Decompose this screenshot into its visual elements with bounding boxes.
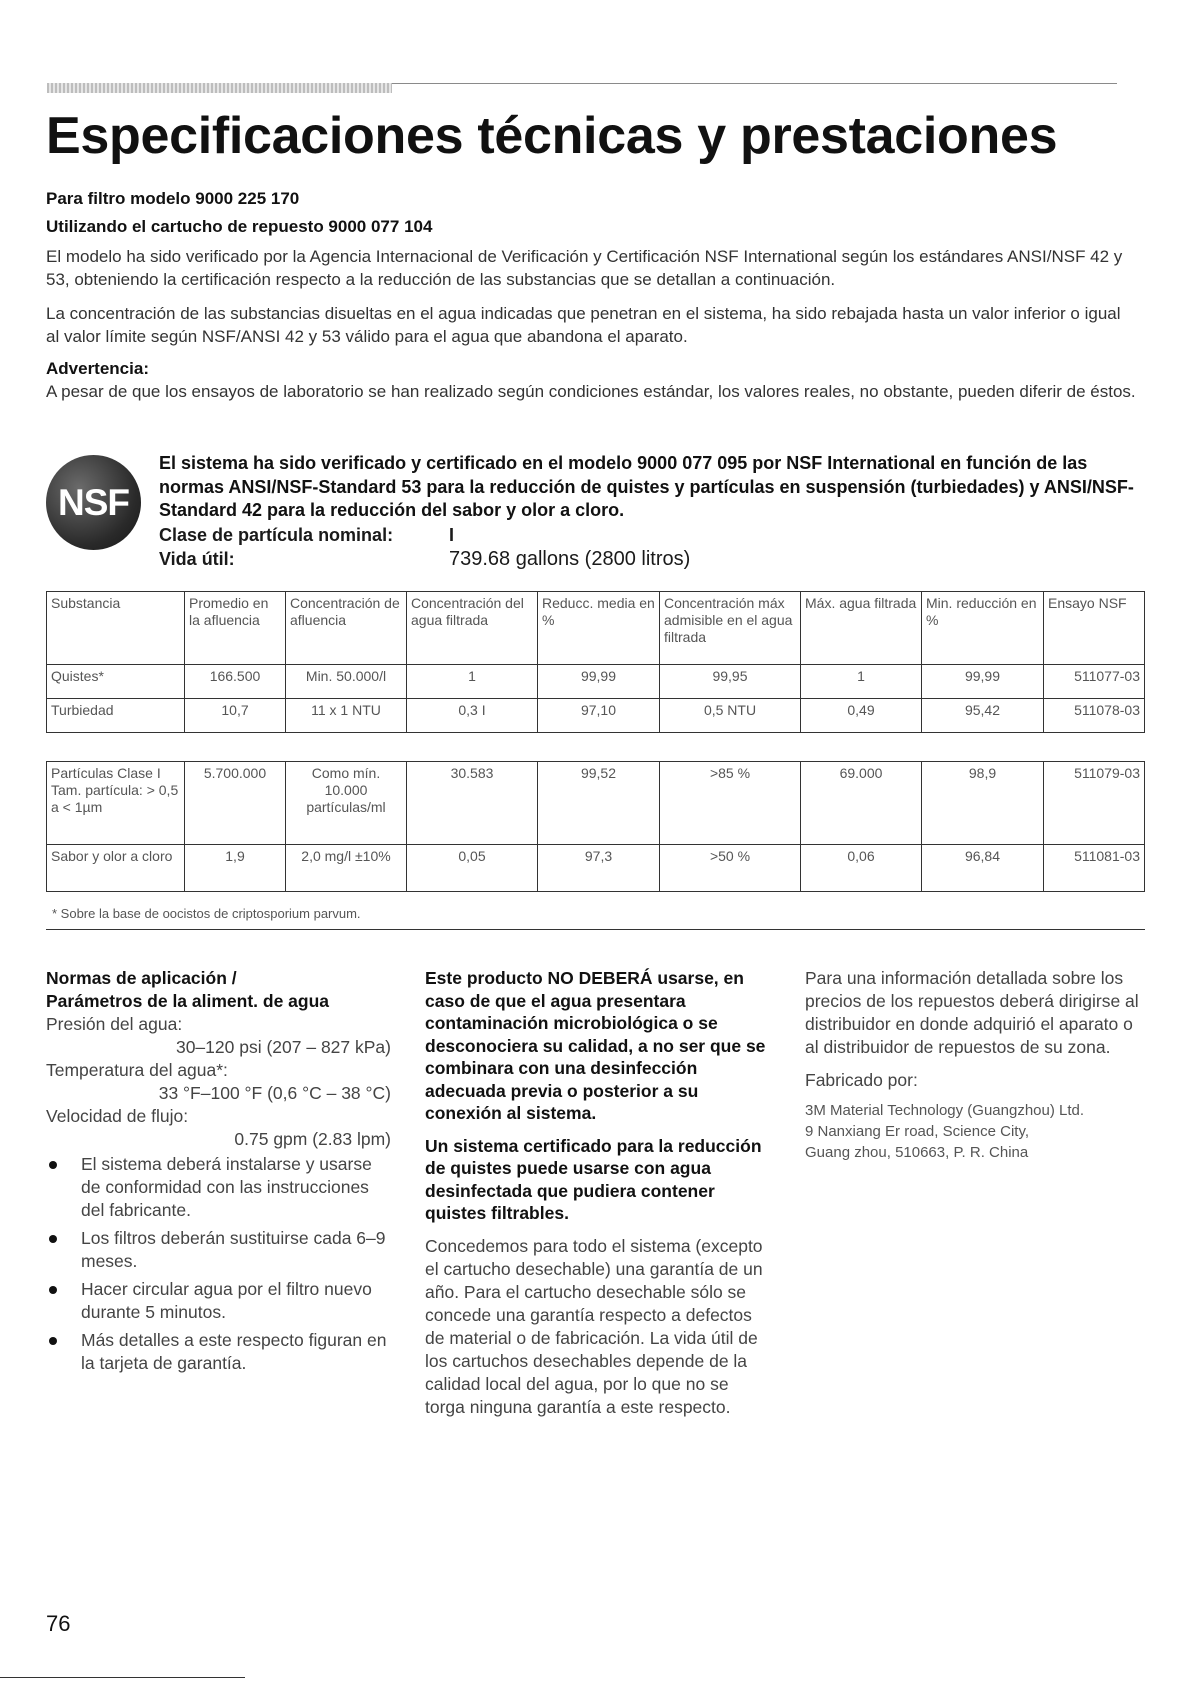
footer-rule [0, 1677, 245, 1678]
table-cell: >85 % [660, 762, 801, 845]
intro-paragraph: La concentración de las substancias disueltas en el agua indicadas que penetran en el sistema, ha sido rebajada hasta un valor inferior o igual al valor límite según NSF/ANSI 42 y 53 válido para el agua que abandona el aparato. [46, 304, 1121, 346]
page-title: Especificaciones técnicas y prestaciones [46, 107, 1058, 165]
particle-class-value: I [449, 524, 455, 545]
table-cell: Min. 50.000/l [286, 665, 407, 699]
table-cell: 1,9 [185, 845, 286, 892]
table-cell: 69.000 [801, 762, 922, 845]
table-header-cell: Substancia [47, 592, 185, 665]
flow-label: Velocidad de flujo: [46, 1106, 189, 1126]
table-cell: 1 [801, 665, 922, 699]
instructions-list [46, 1153, 391, 1375]
table-cell: 99,52 [538, 762, 660, 845]
table-cell: 511081-03 [1044, 845, 1145, 892]
column-heading: Normas de aplicación / [46, 968, 237, 988]
table-row [47, 762, 1145, 845]
list-item: Más detalles a este respecto figuran en la tarjeta de garantía. [46, 1329, 391, 1375]
table-header-cell: Concentración del agua filtrada [407, 592, 538, 665]
warning-title: Advertencia: [46, 359, 149, 378]
pressure-value: 30–120 psi (207 – 827 kPa) [175, 1037, 391, 1057]
table-cell: 511078-03 [1044, 699, 1145, 733]
page-number: 76 [46, 1611, 71, 1636]
intro-paragraph: El modelo ha sido verificado por la Agencia Internacional de Verificación y Certificación NSF International según los estándares ANSI/NSF 42 y 53, obteniendo la certificación respecto a la reducción de las substancias que se detallan a continuación. [46, 247, 1123, 289]
model-heading: Para filtro modelo 9000 225 170 [46, 189, 300, 208]
service-life-label: Vida útil: [159, 548, 235, 569]
list-item: Hacer circular agua por el filtro nuevo durante 5 minutos. [46, 1278, 391, 1324]
table-cell: 511077-03 [1044, 665, 1145, 699]
warranty-text: Concedemos para todo el sistema (excepto el cartucho desechable) una garantía de un año. Para el cartucho desechable sólo se concede una garantía respecto a defectos de material o de fabricación. La vida útil de los cartuchos desechables depende de la calidad local del agua, por lo que no se torga ninguna garantía a este respecto. [425, 1235, 763, 1417]
table-cell: 30.583 [407, 762, 538, 845]
spec-table-main [46, 591, 1145, 733]
table-cell: 99,99 [922, 665, 1044, 699]
cyst-reduction-note: Un sistema certificado para la reducción de quistes puede usarse con agua desinfectada que pudiera contener quistes filtrables. [425, 1135, 762, 1223]
cartridge-heading: Utilizando el cartucho de repuesto 9000 077 104 [46, 217, 433, 236]
table-cell: 0,49 [801, 699, 922, 733]
warning-text: A pesar de que los ensayos de laboratorio se han realizado según condiciones estándar, los valores reales, no obstante, pueden diferir de éstos. [46, 382, 1136, 401]
table-cell: 166.500 [185, 665, 286, 699]
address-line: 3M Material Technology (Guangzhou) Ltd. [805, 1102, 1085, 1119]
table-cell: Sabor y olor a cloro [47, 845, 185, 892]
spec-table-secondary [46, 761, 1145, 892]
table-cell: 11 x 1 NTU [286, 699, 407, 733]
table-row [47, 665, 1145, 699]
nsf-statement: El sistema ha sido verificado y certificado en el modelo 9000 077 095 por NSF International en función de las normas ANSI/NSF-Standard 53 para la reducción de quistes y partículas en suspensión (turbiedades) y ANSI/NSF-Standard 42 para la reducción del sabor y olor a cloro. [159, 453, 1134, 520]
nsf-certification-block [46, 452, 1146, 578]
table-cell: 97,10 [538, 699, 660, 733]
table-cell: Como mín. 10.000 partículas/ml [286, 762, 407, 845]
table-cell: 97,3 [538, 845, 660, 892]
manufacturer-column [805, 967, 1150, 1163]
usage-warning-column [425, 967, 770, 1419]
table-row [47, 699, 1145, 733]
table-cell: Turbiedad [47, 699, 185, 733]
spare-parts-info: Para una información detallada sobre los precios de los repuestos deberá dirigirse al distribuidor en donde adquirió el aparato o al distribuidor de repuestos de su zona. [805, 968, 1139, 1057]
address-line: Guang zhou, 510663, P. R. China [805, 1144, 1029, 1161]
table-header-cell: Min. reducción en % [922, 592, 1044, 665]
table-cell: 96,84 [922, 845, 1044, 892]
table-header-cell: Máx. agua filtrada [801, 592, 922, 665]
particle-class-row [159, 523, 1139, 547]
particle-class-label: Clase de partícula nominal: [159, 524, 394, 545]
table-header-cell: Ensayo NSF [1044, 592, 1145, 665]
column-heading: Parámetros de la aliment. de agua [46, 991, 330, 1011]
table-header-cell: Promedio en la afluencia [185, 592, 286, 665]
table-row [47, 845, 1145, 892]
temperature-label: Temperatura del agua*: [46, 1060, 228, 1080]
table-cell: 0,05 [407, 845, 538, 892]
table-cell: 10,7 [185, 699, 286, 733]
table-header-row [47, 592, 1145, 665]
nsf-logo-icon: NSF [46, 455, 141, 550]
list-item: El sistema deberá instalarse y usarse de conformidad con las instrucciones del fabricante. [46, 1153, 391, 1222]
table-cell: 511079-03 [1044, 762, 1145, 845]
table-header-cell: Reducc. media en % [538, 592, 660, 665]
header-dotted-bar [47, 83, 392, 93]
table-cell: 0,06 [801, 845, 922, 892]
table-header-cell: Concentración máx admisible en el agua filtrada [660, 592, 801, 665]
service-life-row [159, 547, 1139, 573]
table-header-cell: Concentración de afluencia [286, 592, 407, 665]
section-divider [46, 929, 1145, 930]
flow-value: 0.75 gpm (2.83 lpm) [234, 1129, 391, 1149]
table-footnote: * Sobre la base de oocistos de criptosporium parvum. [52, 906, 361, 921]
address-line: 9 Nanxiang Er road, Science City, [805, 1123, 1029, 1140]
table-cell: 99,99 [538, 665, 660, 699]
table-cell: Quistes* [47, 665, 185, 699]
nsf-text [159, 452, 1139, 573]
table-cell: Partículas Clase I Tam. partícula: > 0,5 a < 1µm [47, 762, 185, 845]
table-cell: 0,5 NTU [660, 699, 801, 733]
header-rule [392, 83, 1117, 84]
pressure-label: Presión del agua: [46, 1014, 183, 1034]
table-cell: 2,0 mg/l ±10% [286, 845, 407, 892]
table-cell: >50 % [660, 845, 801, 892]
table-cell: 98,9 [922, 762, 1044, 845]
table-cell: 0,3 I [407, 699, 538, 733]
temperature-value: 33 °F–100 °F (0,6 °C – 38 °C) [158, 1083, 391, 1103]
service-life-value: 739.68 gallons (2800 litros) [449, 547, 691, 570]
made-by-label: Fabricado por: [805, 1070, 918, 1090]
intro-section [46, 189, 1136, 414]
table-cell: 95,42 [922, 699, 1044, 733]
table-cell: 99,95 [660, 665, 801, 699]
contamination-warning: Este producto NO DEBERÁ usarse, en caso de que el agua presentara contaminación microbiológica o se desconociera su calidad, a no ser que se combinara con una desinfección adecuada previa o posterior a su conexión al sistema. [425, 968, 766, 1123]
table-cell: 5.700.000 [185, 762, 286, 845]
table-cell: 1 [407, 665, 538, 699]
application-norms-column [46, 967, 391, 1380]
list-item: Los filtros deberán sustituirse cada 6–9 meses. [46, 1227, 391, 1273]
